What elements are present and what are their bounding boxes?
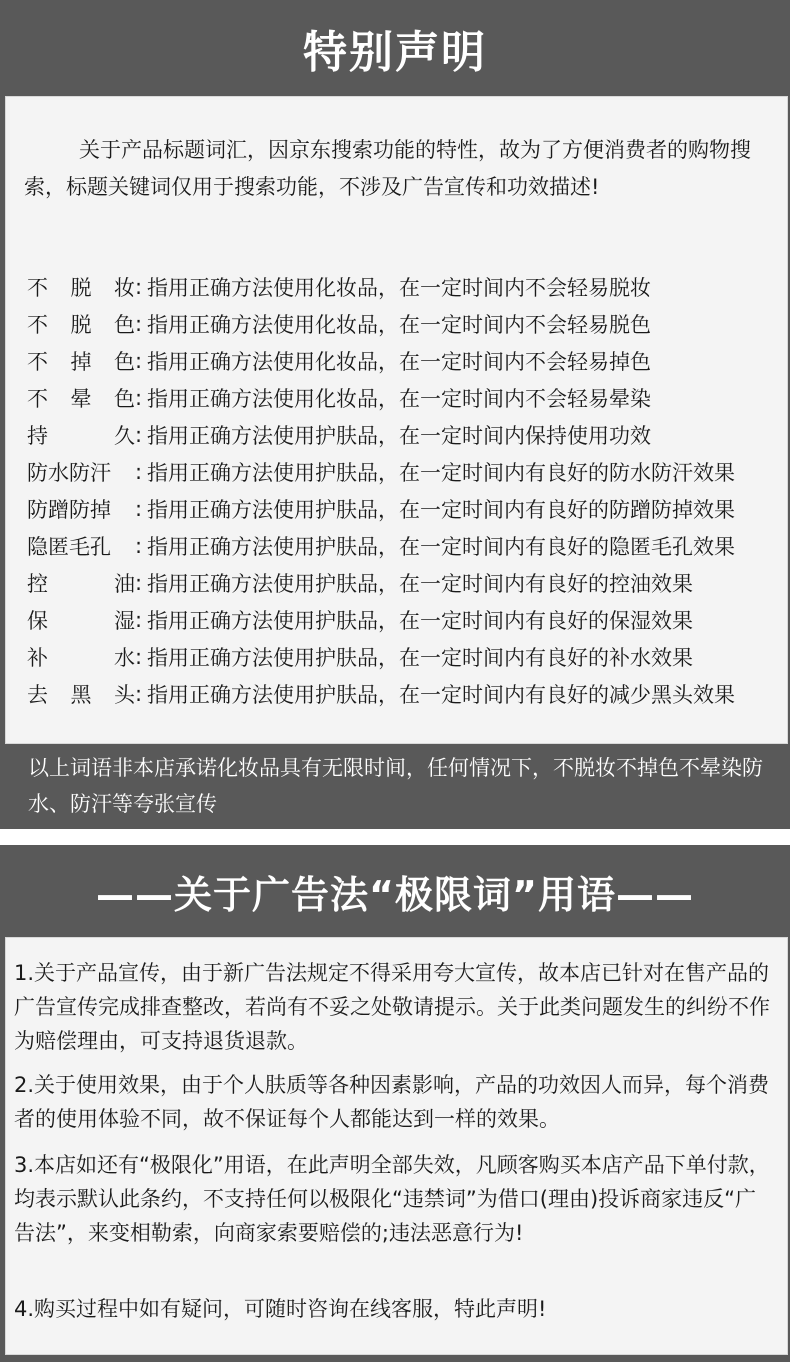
claim-colon: : — [135, 274, 143, 299]
claim-row — [27, 453, 787, 490]
claim-colon: : — [135, 422, 143, 447]
claim-row — [27, 268, 787, 305]
section-header — [0, 845, 790, 937]
claim-term: 控 油 — [27, 571, 135, 596]
claim-row — [27, 638, 787, 675]
claim-description: 指用正确方法使用化妆品，在一定时间内不会轻易脱色 — [147, 312, 651, 337]
claim-description: 指用正确方法使用化妆品，在一定时间内不会轻易晕染 — [147, 386, 651, 411]
claim-description: 指用正确方法使用护肤品，在一定时间内有良好的隐匿毛孔效果 — [147, 534, 735, 559]
claim-colon: : — [135, 533, 143, 558]
notice-text: 以上词语非本店承诺化妆品具有无限时间，任何情况下，不脱妆不掉色不晕染防水、防汗等夸张宣传 — [28, 756, 763, 816]
claim-term: 补 水 — [27, 645, 135, 670]
claim-term: 不 脱 色 — [27, 312, 135, 337]
ad-law-paragraph: 1.关于产品宣传，由于新广告法规定不得采用夸大宣传，故本店已针对在售产品的广告宣传完成排查整改，若尚有不妥之处敬请提示。关于此类问题发生的纠纷不作为赔偿理由，可支持退货退款。 — [14, 961, 770, 1053]
claim-term: 保 湿 — [27, 608, 135, 633]
claim-row — [27, 342, 787, 379]
claim-colon: : — [135, 311, 143, 336]
claims-list — [27, 268, 787, 712]
claim-colon: : — [135, 607, 143, 632]
claim-row — [27, 379, 787, 416]
intro-paragraph: 关于产品标题词汇，因京东搜索功能的特性，故为了方便消费者的购物搜索，标题关键词仅用于搜索功能，不涉及广告宣传和功效描述! — [24, 138, 751, 199]
claim-term: 持 久 — [27, 423, 135, 448]
claim-colon: : — [135, 348, 143, 373]
claim-row — [27, 490, 787, 527]
section-divider — [0, 829, 790, 845]
header-bar — [0, 0, 790, 96]
claim-description: 指用正确方法使用护肤品，在一定时间内有良好的补水效果 — [147, 645, 693, 670]
claim-description: 指用正确方法使用护肤品，在一定时间内有良好的减少黑头效果 — [147, 682, 735, 707]
claim-description: 指用正确方法使用护肤品，在一定时间内保持使用功效 — [147, 423, 651, 448]
claim-row — [27, 601, 787, 638]
claim-colon: : — [135, 570, 143, 595]
claim-term: 防蹭防掉 — [27, 497, 111, 522]
claim-term: 不 晕 色 — [27, 386, 135, 411]
claim-colon: : — [135, 496, 143, 521]
ad-law-paragraph: 4.购买过程中如有疑问，可随时咨询在线客服，特此声明! — [14, 1297, 547, 1321]
claim-description: 指用正确方法使用护肤品，在一定时间内有良好的保湿效果 — [147, 608, 693, 633]
claim-row — [27, 305, 787, 342]
claim-term: 去 黑 头 — [27, 682, 135, 707]
claim-term: 隐匿毛孔 — [27, 534, 111, 559]
claim-colon: : — [135, 385, 143, 410]
claim-colon: : — [135, 681, 143, 706]
claim-term: 不 脱 妆 — [27, 275, 135, 300]
claim-colon: : — [135, 459, 143, 484]
claim-row — [27, 527, 787, 564]
section-title: ——关于广告法“极限词”用语—— — [96, 872, 694, 917]
claim-description: 指用正确方法使用化妆品，在一定时间内不会轻易掉色 — [147, 349, 651, 374]
ad-law-paragraph: 2.关于使用效果，由于个人肤质等各种因素影响，产品的功效因人而异，每个消费者的使用体验不同，故不保证每个人都能达到一样的效果。 — [14, 1073, 770, 1131]
claim-description: 指用正确方法使用护肤品，在一定时间内有良好的防水防汗效果 — [147, 460, 735, 485]
claim-row — [27, 416, 787, 453]
page-title: 特别声明 — [303, 27, 487, 78]
claim-description: 指用正确方法使用护肤品，在一定时间内有良好的控油效果 — [147, 571, 693, 596]
claim-description: 指用正确方法使用护肤品，在一定时间内有良好的防蹭防掉效果 — [147, 497, 735, 522]
claim-row — [27, 675, 787, 712]
claim-term: 不 掉 色 — [27, 349, 135, 374]
ad-law-paragraph: 3.本店如还有“极限化”用语，在此声明全部失效，凡顾客购买本店产品下单付款，均表示默认此条约，不支持任何以极限化“违禁词”为借口(理由)投诉商家违反“广告法”，来变相勒索，向商家索要赔偿的;违法恶意行为! — [14, 1153, 770, 1245]
claim-colon: : — [135, 644, 143, 669]
claim-term: 防水防汗 — [27, 460, 111, 485]
claim-description: 指用正确方法使用化妆品，在一定时间内不会轻易脱妆 — [147, 275, 651, 300]
claim-row — [27, 564, 787, 601]
